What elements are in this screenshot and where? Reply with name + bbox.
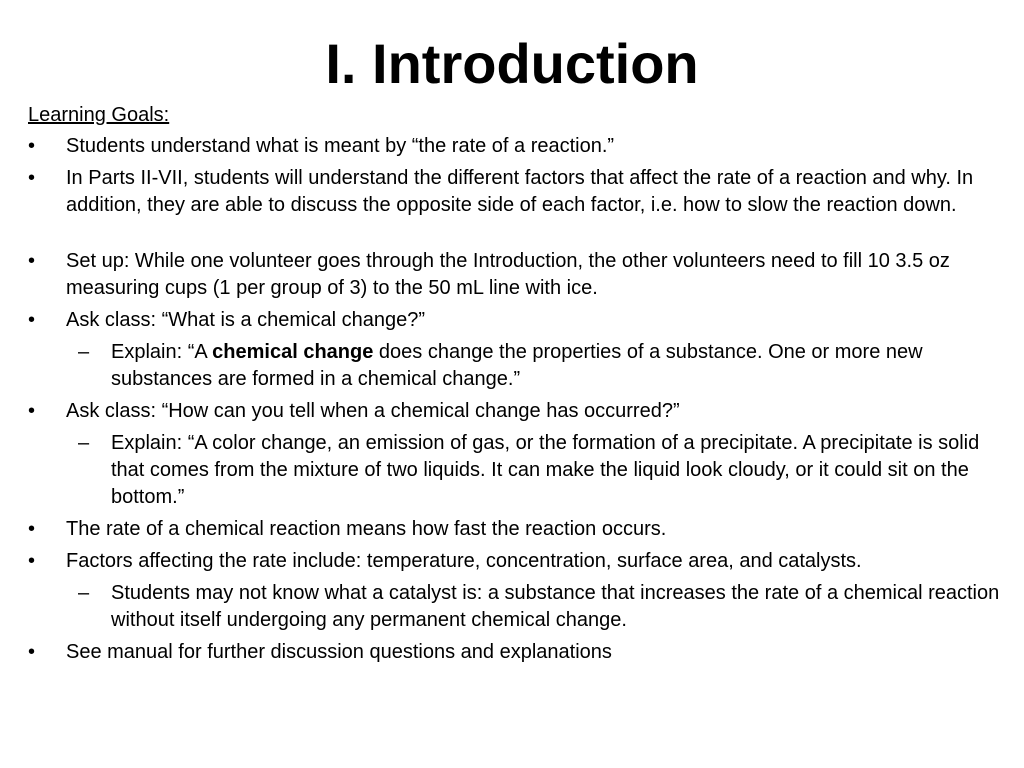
list-item-text: Factors affecting the rate include: temperature, concentration, surface area, and catalysts.: [66, 550, 862, 572]
sub-list-item: [78, 580, 1018, 634]
sub-item-text-prefix: Explain: “A: [111, 341, 213, 363]
list-item-text: Students understand what is meant by “the rate of a reaction.”: [66, 135, 615, 157]
bullet-marker: •: [28, 400, 36, 422]
bullet-marker: •: [28, 167, 36, 189]
sub-list-item: [78, 339, 1018, 393]
list-item-text: Set up: While one volunteer goes through the Introduction, the other volunteers need to fill 10 3.5 oz measuring cups (1 per group of 3) to the 50 mL line with ice.: [66, 250, 950, 299]
list-item-text: Ask class: “What is a chemical change?”: [66, 309, 426, 331]
dash-marker: –: [78, 432, 90, 454]
list-item: [28, 398, 1018, 425]
slide-title: I. Introduction: [325, 32, 699, 95]
bold-term: chemical change: [212, 341, 374, 363]
list-item: [28, 165, 1018, 219]
sub-list-item-text: Explain: “A color change, an emission of gas, or the formation of a precipitate. A precipitate is solid that comes from the mixture of two liquids. It can make the liquid look cloudy, or it could sit on the bottom.”: [111, 432, 980, 508]
bullet-marker: •: [28, 518, 36, 540]
slide-body: [28, 102, 1018, 671]
list-item-text: In Parts II-VII, students will understand the different factors that affect the rate of a reaction and why. In addition, they are able to discuss the opposite side of each factor, i.e. how to slow the reaction down.: [66, 167, 974, 216]
list-item-text: See manual for further discussion questions and explanations: [66, 641, 612, 663]
list-item-text: The rate of a chemical reaction means how fast the reaction occurs.: [66, 518, 667, 540]
spacer: [28, 224, 1018, 248]
list-item: [28, 307, 1018, 334]
bullet-marker: •: [28, 641, 36, 663]
list-item: [28, 516, 1018, 543]
sub-list-item: [78, 430, 1018, 511]
bullet-marker: •: [28, 250, 36, 272]
learning-goals-label: Learning Goals:: [28, 104, 170, 126]
list-item: [28, 133, 1018, 160]
dash-marker: –: [78, 582, 90, 604]
bullet-marker: •: [28, 309, 36, 331]
sub-list-item-text: Students may not know what a catalyst is: a substance that increases the rate of a chemical reaction without itself undergoing any permanent chemical change.: [111, 582, 1000, 631]
list-item: [28, 248, 1018, 302]
sub-item-text-suffix: does change the properties of a substance. One or more new substances are formed in a chemical change.”: [111, 341, 923, 390]
bullet-marker: •: [28, 135, 36, 157]
list-item: [28, 639, 1018, 666]
dash-marker: –: [78, 341, 90, 363]
sub-list-item-text: [111, 339, 1018, 393]
list-item: [28, 548, 1018, 575]
bullet-marker: •: [28, 550, 36, 572]
list-item-text: Ask class: “How can you tell when a chemical change has occurred?”: [66, 400, 680, 422]
